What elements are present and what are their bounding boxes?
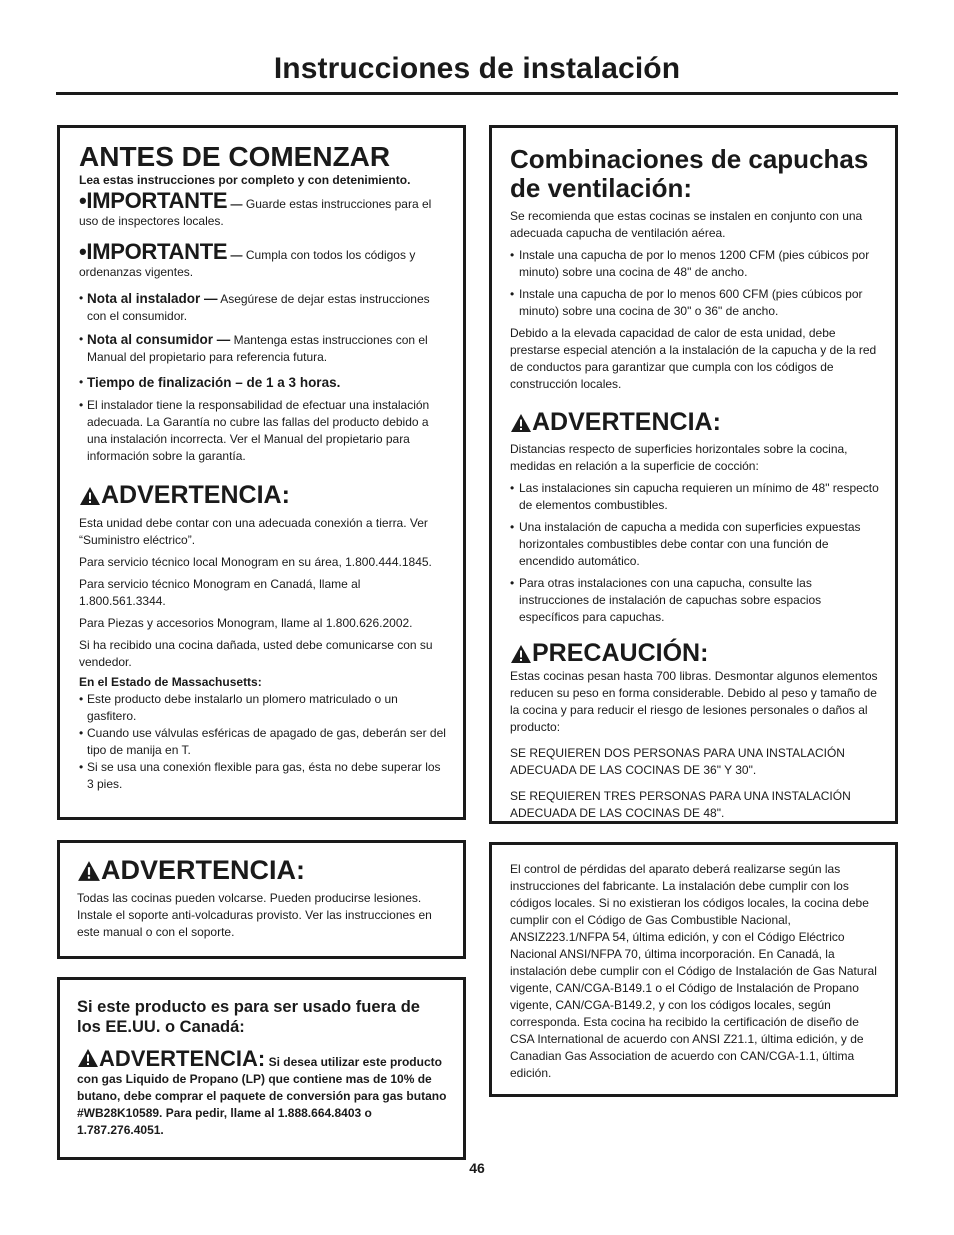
caution-three-persons: SE REQUIEREN TRES PERSONAS PARA UNA INSTALACIÓN ADECUADA DE LAS COCINAS DE 48". (510, 789, 851, 820)
caution-title: PRECAUCIÓN: (532, 639, 709, 667)
warning-triangle-icon (77, 860, 101, 882)
tip-over-warning-text: Todas las cocinas pueden volcarse. Pueden producirse lesiones. Instale el soporte anti-volcaduras provisto. Ver las instrucciones en este manual o con el soporte. (77, 891, 432, 939)
massachusetts-item-2: • Cuando use válvulas esféricas de apagado de gas, deberán ser del tipo de manija en T. (79, 725, 447, 759)
hood-combinations-box (489, 125, 898, 824)
importante-1 (79, 188, 447, 230)
massachusetts-title: En el Estado de Massachusetts: (79, 675, 262, 689)
before-you-begin-subtitle: Lea estas instrucciones por completo y con detenimiento. (79, 173, 411, 187)
code-compliance-box (489, 842, 898, 1097)
right-warning-item-2: • Una instalación de capucha a medida con superficies expuestas horizontales combustibles debe contar con una función de encendido automático. (510, 519, 879, 570)
nota-consumidor (79, 331, 447, 366)
warning-para-2: Para servicio técnico local Monogram en su área, 1.800.444.1845. (79, 555, 432, 569)
warning-triangle-icon (79, 486, 101, 506)
page-number: 46 (469, 1160, 485, 1176)
hood-item-1: • Instale una capucha de por lo menos 1200 CFM (pies cúbicos por minuto) sobre una cocina de 48" de ancho. (510, 247, 879, 281)
caution-text: Estas cocinas pesan hasta 700 libras. Desmontar algunos elementos reducen su peso en forma considerable. Debido al peso y tamaño de la cocina y para reducir el riesgo de lesiones personales o daños al producto: (510, 669, 878, 734)
warning-triangle-icon (510, 413, 532, 433)
before-you-begin-title: ANTES DE COMENZAR (79, 141, 391, 172)
massachusetts-item-1: • Este producto debe instalarlo un plomero matriculado o un gasfitero. (79, 691, 447, 725)
warning-para-3: Para servicio técnico Monogram en Canadá, llame al 1.800.561.3344. (79, 577, 361, 608)
hood-item-2: • Instale una capucha de por lo menos 600 CFM (pies cúbicos por minuto) sobre una cocina de 30" o 36" de ancho. (510, 286, 879, 320)
title-rule (56, 92, 898, 95)
right-warning-title: ADVERTENCIA: (532, 408, 721, 436)
warning-para-4: Para Piezas y accesorios Monogram, llame al 1.800.626.2002. (79, 616, 413, 630)
page-title: Instrucciones de instalación (273, 52, 681, 85)
right-warning-item-1: • Las instalaciones sin capucha requieren un mínimo de 48" respecto de elementos combustibles. (510, 480, 879, 514)
nota-instalador (79, 290, 447, 325)
nota-instalador-text: Asegúrese de dejar estas instrucciones con el consumidor. (87, 292, 430, 323)
importante-1-bullet: • (79, 188, 87, 213)
instalador-responsabilidad: • El instalador tiene la responsabilidad de efectuar una instalación adecuada. La Garantía no cubre las fallas del producto debido a una instalación incorrecta. Ver el Manual del propietario para información sobre la garantía. (79, 397, 447, 465)
tip-over-warning-heading (77, 855, 447, 886)
lp-gas-warning-text: Si desea utilizar este producto con gas Liquido de Propano (LP) que contiene mas de 10% de butano, debe comprar el paquete de conversión para gas butano #WB28K10589. Para pedir, llame al 1.888.664.8403 o 1.787.276.4051. (77, 1055, 447, 1137)
lp-gas-box (57, 977, 466, 1160)
hood-note: Debido a la elevada capacidad de calor de esta unidad, debe prestarse especial atención a la instalación de la capucha y de la red de conductos para garantizar que cumpla con los códigos de construcción locales. (510, 326, 877, 391)
hood-combinations-title: Combinaciones de capuchas de ventilación: (510, 144, 869, 203)
warning-triangle-icon (77, 1048, 99, 1068)
warning-para-1: Esta unidad debe contar con una adecuada conexión a tierra. Ver “Suministro eléctrico”. (79, 516, 428, 547)
nota-instalador-label: Nota al instalador — (87, 291, 218, 306)
importante-2-text: Cumpla con todos los códigos y ordenanzas vigentes. (79, 248, 416, 279)
caution-heading (510, 639, 879, 668)
right-warning-intro: Distancias respecto de superficies horizontales sobre la cocina, medidas en relación a la superficie de cocción: (510, 442, 848, 473)
code-compliance-text: El control de pérdidas del aparato deberá realizarse según las instrucciones del fabricante. La instalación debe cumplir con los códigos locales. Si no existieran los códigos locales, la cocina debe cumplir con el Código de Gas Combustible Nacional, ANSIZ223.1/NFPA 54, última edición, y con el Código Eléctrico Nacional ANSI/NFPA 70, última incorporación. En Canadá, la instalación debe cumplir con el Código de Instalación de Gas Natural vigente, CAN/CGA-B149.1 o el Código de Instalación de Propano vigente, CAN/CGA-B149.2, y con los códigos locales, según corresponda. Esta cocina ha recibido la certificación de diseño de CSA International de acuerdo con ANSI Z21.1, última edición, y de Canadian Gas Association de acuerdo con CAN/CGA-1.1, última edición. (510, 862, 877, 1080)
massachusetts-item-3: • Si se usa una conexión flexible para gas, ésta no debe superar los 3 pies. (79, 759, 447, 793)
importante-1-label: IMPORTANTE (86, 188, 228, 213)
importante-1-dash: — (227, 197, 246, 211)
importante-2-dash: — (227, 248, 246, 262)
nota-consumidor-label: Nota al consumidor — (87, 332, 231, 347)
lp-gas-heading: Si este producto es para ser usado fuera de los EE.UU. o Canadá: (77, 998, 420, 1036)
lp-gas-warning-title: ADVERTENCIA: (99, 1046, 266, 1071)
tiempo-finalizacion: • Tiempo de finalización – de 1 a 3 horas. (79, 374, 447, 392)
tip-over-warning-title: ADVERTENCIA: (101, 855, 306, 885)
left-warning-heading (79, 481, 447, 510)
importante-2-bullet: • (79, 239, 87, 264)
importante-2 (79, 239, 447, 281)
caution-triangle-icon (510, 644, 532, 664)
warning-para-5: Si ha recibido una cocina dañada, usted debe comunicarse con su vendedor. (79, 638, 433, 669)
hood-intro: Se recomienda que estas cocinas se instalen en conjunto con una adecuada capucha de ventilación aérea. (510, 209, 863, 240)
lp-gas-warning (77, 1048, 447, 1139)
importante-2-label: IMPORTANTE (86, 239, 228, 264)
nota-consumidor-text: Mantenga estas instrucciones con el Manual del propietario para referencia futura. (87, 333, 428, 364)
caution-two-persons: SE REQUIEREN DOS PERSONAS PARA UNA INSTALACIÓN ADECUADA DE LAS COCINAS DE 36" Y 30". (510, 746, 845, 777)
right-warning-item-3: • Para otras instalaciones con una capucha, consulte las instrucciones de instalación de capuchas sobre espacios específicos para capuchas. (510, 575, 879, 626)
right-warning-heading (510, 408, 879, 437)
before-you-begin-box (57, 125, 466, 820)
left-warning-title: ADVERTENCIA: (101, 481, 290, 509)
tip-over-warning-box (57, 840, 466, 959)
importante-1-text: Guarde estas instrucciones para el uso de inspectores locales. (79, 197, 432, 228)
